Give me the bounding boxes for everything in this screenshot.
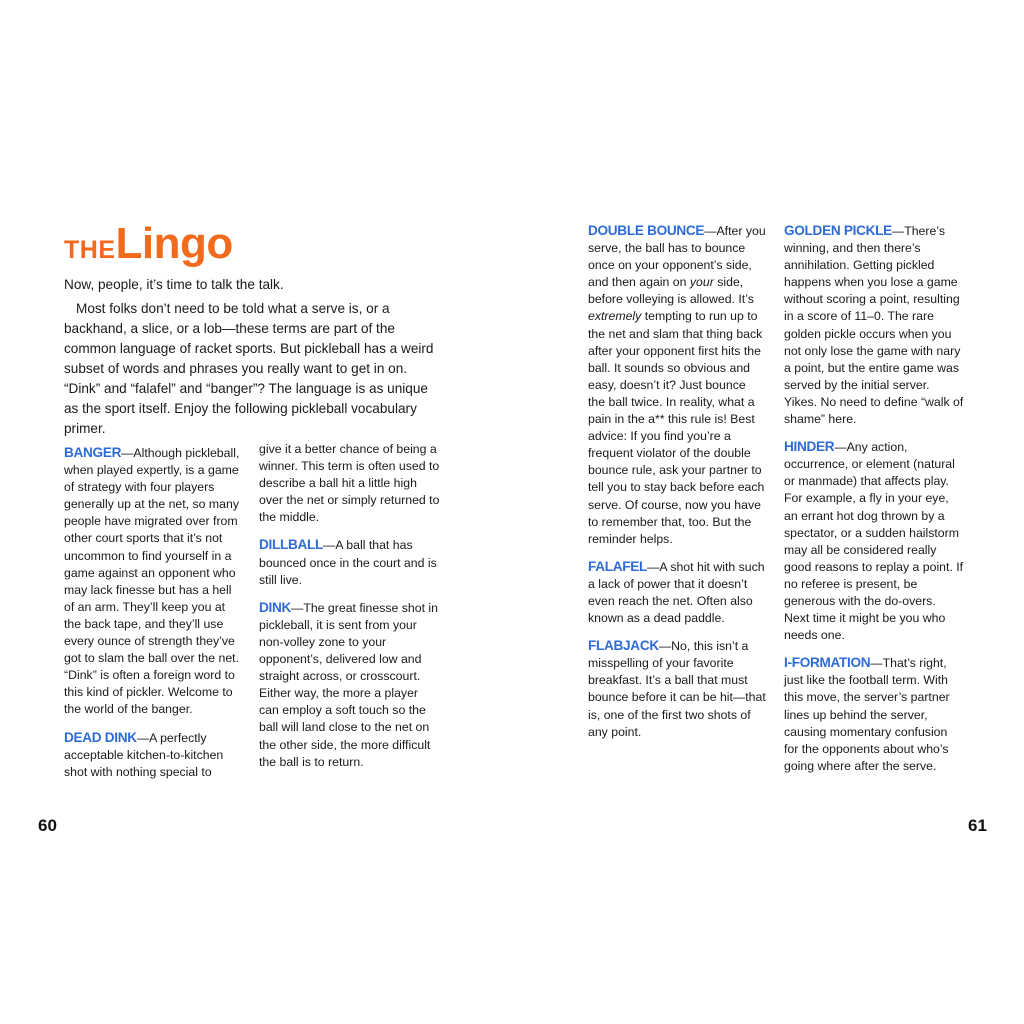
em-dash: — [658,639,672,654]
definition-double-bounce-part-2: side, before volleying is allowed. It’s [588,275,754,307]
glossary-column-1 [64,444,244,791]
term-banger: BANGER [64,445,122,460]
term-double-bounce: DOUBLE BOUNCE [588,223,705,238]
glossary-entry-golden-pickle [784,222,964,428]
glossary-entry-banger [64,444,244,719]
em-dash: — [891,224,905,238]
glossary-entry-flabjack [588,637,766,741]
em-dash: — [136,730,150,745]
glossary-entry-hinder [784,438,964,644]
definition-flabjack: No, this isn’t a misspelling of your favorite breakfast. It’s a ball that must bounce before it can be hit—that is, one of the first two shots of any point. [588,639,766,739]
page-title [64,219,233,268]
definition-dink: The great finesse shot in pickleball, it is sent from your non-volley zone to your opponent’s, delivered low and straight across, or crosscourt. Either way, the more a player can employ a soft touch so the ball will land close to the net on the other side, the more difficult the ball is to return. [259,600,438,769]
glossary-column-4 [784,222,964,785]
term-dead-dink: DEAD DINK [64,729,137,745]
definition-double-bounce-emphasis-extremely: extremely [588,309,642,324]
definition-golden-pickle: There’s winning, and then there’s annihilation. Getting pickled happens when you lose a game without scoring a point, resulting in a score of 11–0. The rare golden pickle occurs when you not only lose the game with nary a point, but the entire game was served by the initial server. Yikes. No need to define “walk of shame” here. [784,224,964,427]
em-dash: — [121,446,134,460]
glossary-column-3 [588,222,766,751]
definition-dead-dink: A perfectly acceptable kitchen-to-kitchen shot with nothing special to [64,730,224,779]
intro [64,275,444,439]
em-dash: — [323,538,336,553]
glossary-entry-double-bounce [588,222,766,548]
glossary-entry-falafel [588,558,766,627]
intro-paragraph-2: Most folks don’t need to be told what a serve is, or a backhand, a slice, or a lob—these terms are part of the common language of racket sports. But pickleball has a weird subset of words and phrases you really want to get in on. “Dink” and “falafel” and “banger”? The language is as unique as the sport itself. Enjoy the following pickleball vocabulary primer. [64,301,434,436]
definition-hinder: Any action, occurrence, or element (natural or manmade) that affects play. For example, a fly in your eye, an errant hot dog thrown by a spectator, or a sudden hailstorm may all be considered really good reasons to replay a point. If no referee is present, be generous with the do-overs. Next time it might be you who needs one. [784,440,964,643]
em-dash: — [291,600,304,615]
glossary-column-2 [259,441,441,781]
definition-double-bounce-part-3: tempting to run up to the net and slam that thing back after your opponent first hits the ball. It sounds so obvious and easy, doesn’t it? Just bounce the ball twice. In reality, what a pain in the a** this rule is! Best advice: If you find you’re a frequent violator of the double bounce rule, ask your partner to tell you to stay back before each serve. Of course, now you have to remember that, too. But the reminder helps. [588,309,765,546]
term-i-formation: I-FORMATION [784,655,871,671]
glossary-entry-dead-dink [64,729,244,781]
term-falafel: FALAFEL [588,558,648,574]
term-dillball: DILLBALL [259,537,324,553]
definition-falafel: A shot hit with such a lack of power that it doesn’t even reach the net. Often also known as a dead paddle. [588,559,765,626]
term-flabjack: FLABJACK [588,638,659,654]
title-the: THE [64,236,116,264]
definition-banger: Although pickleball, when played expertly, is a game of strategy with four players generally up at the net, so many people have migrated over from other court sports that it’s not uncommon to find yourself in a game against an opponent who may lack finesse but has a hell of an arm. They’ll keep you at the back tape, and they’ll use every ounce of strength they’ve got to slam the ball over the net. “Dink” is often a foreign word to this kind of pickler. Welcome to the world of the banger. [64,446,240,717]
em-dash: — [647,559,660,574]
definition-dead-dink-continued: give it a better chance of being a winner. This term is often used to describe a ball hit a little high over the net or simply returned to the middle. [259,442,440,525]
em-dash: — [870,656,883,671]
intro-paragraph-1: Now, people, it’s time to talk the talk. [64,277,284,292]
page-number-right: 61 [968,816,987,835]
glossary-entry-dead-dink-continued [259,441,441,526]
title-lingo: Lingo [115,219,233,268]
term-hinder: HINDER [784,439,835,455]
page-number-left: 60 [38,816,57,835]
definition-dillball: A ball that has bounced once in the court and is still live. [259,538,437,587]
term-golden-pickle: GOLDEN PICKLE [784,223,892,238]
glossary-entry-i-formation [784,654,964,775]
glossary-entry-dink [259,599,441,771]
em-dash: — [704,224,717,238]
definition-double-bounce-emphasis-your: your [689,275,714,290]
em-dash: — [834,440,847,455]
glossary-entry-dillball [259,536,441,588]
term-dink: DINK [259,599,292,615]
definition-double-bounce-part-1: After you serve, the ball has to bounce once on your opponent’s side, and then again on [588,224,766,290]
definition-i-formation: That’s right, just like the football term. With this move, the server’s partner lines up behind the server, causing momentary confusion for the opponents about who’s going where after the serve. [784,656,950,773]
